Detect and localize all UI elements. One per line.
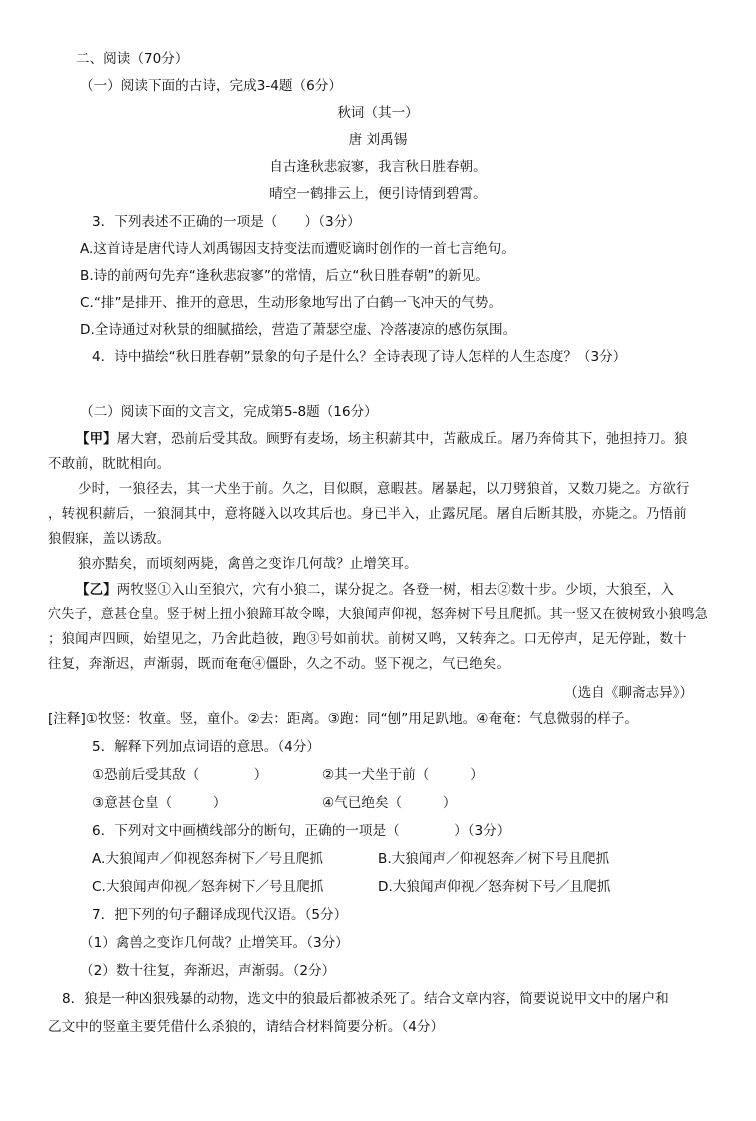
passage-notes: [注释]①牧竖：牧童。竖，童仆。②去：距离。③跑：同“刨”用足趴地。④奄奄：气息微弱的样子。 (48, 711, 638, 727)
section-title: 二、阅读（70分） (76, 51, 189, 67)
question-6-option-d: D.大狼闻声仰视／怒奔树下号／且爬抓 (378, 879, 611, 895)
passage-jia-line-4: ，转视积薪后，一狼洞其中，意将隧入以攻其后也。身已半入，止露尻尾。屠自后断其股，亦毙之。乃悟前 (48, 507, 687, 522)
poem-line-1: 自古逢秋悲寂寥，我言秋日胜春朝。 (269, 159, 487, 175)
passage-jia-line-5: 狼假寐，盖以诱敌。 (48, 532, 171, 547)
passage-jia-line-6: 狼亦黠矣，而顷刻两毙，禽兽之变诈几何哉？止增笑耳。 (78, 557, 418, 572)
question-3-option-d: D.全诗通过对秋景的细腻描绘，营造了萧瑟空虚、冷落凄凉的感伤氛围。 (80, 322, 517, 338)
passage-yi-line-1 (76, 581, 674, 600)
question-5: 5．解释下列加点词语的意思。（4分） (92, 739, 320, 755)
passage-source: （选自《聊斋志异》） (564, 685, 694, 701)
question-5-item-1: ①恐前后受其敌（ ） (92, 767, 268, 783)
question-7-item-2: （2）数十往复，奔渐迟，声渐弱。（2分） (80, 963, 336, 979)
question-8-line-2: 乙文中的竖童主要凭借什么杀狼的，请结合材料简要分析。（4分） (48, 1019, 445, 1035)
poem-title: 秋词（其一） (337, 105, 419, 121)
passage-yi-line-4: 往复，奔渐迟，声渐弱，既而奄奄④僵卧，久之不动。竖下视之，气已绝矣。 (48, 657, 511, 672)
passage-yi-text: 两牧竖①入山至狼穴，穴有小狼二，谋分捉之。各登一树，相去②数十步。少顷，大狼至，入 (116, 583, 674, 598)
part2-intro: （二）阅读下面的文言文，完成第5-8题（16分） (80, 404, 378, 420)
passage-yi-label: 【乙】 (76, 582, 117, 598)
question-4: 4．诗中描绘“秋日胜春朝”景象的句子是什么？全诗表现了诗人怎样的人生态度？（3分） (92, 349, 627, 365)
question-6-option-a: A.大狼闻声／仰视怒奔树下／号且爬抓 (92, 851, 323, 867)
question-3: 3．下列表述不正确的一项是（ ）（3分） (92, 214, 361, 230)
passage-jia-line-2: 不敢前，眈眈相向。 (48, 457, 171, 472)
question-5-item-3: ③意甚仓皇（ ） (92, 795, 227, 811)
question-6: 6．下列对文中画横线部分的断句，正确的一项是（ ）（3分） (92, 823, 511, 839)
passage-yi-line-3: ；狼闻声四顾，始望见之，乃舍此趋彼，跑③号如前状。前树又鸣，又转奔之。口无停声，足无停趾，数十 (48, 632, 687, 647)
question-3-option-c: C.“排”是排开、推开的意思，生动形象地写出了白鹤一飞冲天的气势。 (80, 295, 503, 311)
question-7: 7．把下列的句子翻译成现代汉语。（5分） (92, 907, 348, 923)
passage-jia-label: 【甲】 (76, 431, 117, 447)
part1-intro: （一）阅读下面的古诗，完成3-4题（6分） (80, 78, 342, 94)
passage-yi-line-2: 穴失子，意甚仓皇。竖于树上扭小狼蹄耳故令嗥，大狼闻声仰视，怒奔树下号且爬抓。其一竖又在彼树致小狼鸣急 (48, 607, 709, 622)
question-5-item-4: ④气已绝矣（ ） (322, 795, 457, 811)
question-6-option-c: C.大狼闻声仰视／怒奔树下／号且爬抓 (92, 879, 324, 895)
question-6-option-b: B.大狼闻声／仰视怒奔／树下号且爬抓 (378, 851, 610, 867)
passage-jia-line-3: 少时，一狼径去，其一犬坐于前。久之，目似瞑，意暇甚。屠暴起，以刀劈狼首，又数刀毙之。方欲行 (78, 482, 690, 497)
question-3-option-b: B.诗的前两句先弃“逢秋悲寂寥”的常情，后立“秋日胜春朝”的新见。 (80, 268, 489, 284)
question-7-item-1: （1）禽兽之变诈几何哉？止增笑耳。（3分） (80, 935, 349, 951)
question-5-item-2: ②其一犬坐于前（ ） (322, 767, 484, 783)
poem-line-2: 晴空一鹤排云上，便引诗情到碧霄。 (269, 186, 487, 202)
question-8-line-1: 8．狼是一种凶狠残暴的动物，选文中的狼最后都被杀死了。结合文章内容，简要说说甲文中的屠户和 (62, 991, 669, 1007)
question-3-option-a: A.这首诗是唐代诗人刘禹锡因支持变法而遭贬谪时创作的一首七言绝句。 (80, 241, 515, 257)
poem-author: 唐 刘禹锡 (348, 132, 408, 148)
passage-jia-line-1 (76, 430, 688, 449)
passage-jia-text: 屠大窘，恐前后受其敌。顾野有麦场，场主积薪其中，苫蔽成丘。屠乃奔倚其下，弛担持刀。狼 (116, 432, 688, 447)
